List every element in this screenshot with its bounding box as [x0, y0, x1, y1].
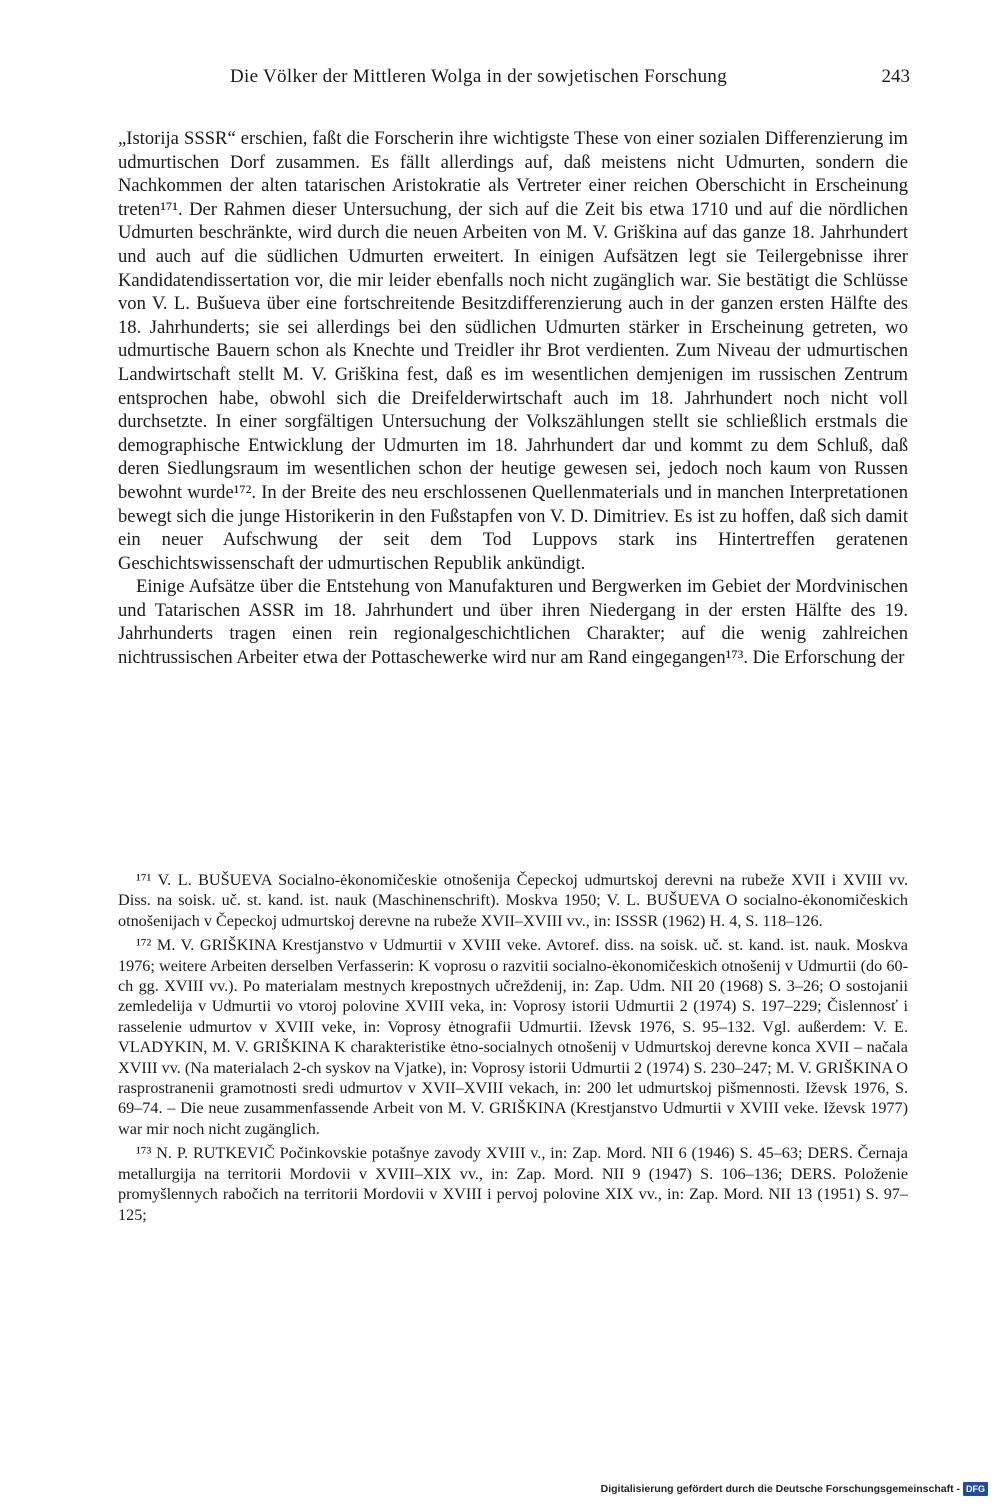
digitization-footer — [601, 1480, 988, 1498]
digitization-note: Digitalisierung gefördert durch die Deutsche Forschungsgemeinschaft - — [600, 1483, 960, 1495]
dfg-logo: DFG — [963, 1482, 988, 1496]
footnote-172: ¹⁷² M. V. GRIŠKINA Krestjanstvo v Udmurtii v XVIII veke. Avtoref. diss. na soisk. uč. st. kand. ist. nauk. Moskva 1976; weitere Arbeiten derselben Verfasserin: K voprosu o razvitii socialno-ėkonomičeskich otnošenij v Udmurtii (do 60-ch gg. XVIII vv.). Po materialam mestnych krepostnych učreždenij, in: Zap. Udm. NII 20 (1968) S. 3–26; O sostojanii zemledelija v Udmurtii vo vtoroj polovine XVIII veka, in: Voprosy istorii Udmurtii 2 (1974) S. 197–229; Čislennosť i rasselenie udmurtov v XVIII veke, in: Voprosy ėtnografii Udmurtii. Iževsk 1976, S. 95–132. Vgl. außerdem: V. E. VLADYKIN, M. V. GRIŠKINA K charakteristike ėtno-socialnych otnošenij v Udmurtskoj derevne konca XVII – načala XVIII vv. (Na materialach 2-ch syskov na Vjatke), in: Voprosy istorii Udmurtii 2 (1974) S. 230–247; M. V. GRIŠKINA O rasprostranenii gramotnosti sredi udmurtov v XVII–XVIII vekach, in: 200 let udmurtskoj pišmennosti. Iževsk 1976, S. 69–74. – Die neue zusammenfassende Arbeit von M. V. GRIŠKINA (Krestjanstvo Udmurtii v XVIII veke. Iževsk 1977) war mir noch nicht zugänglich. — [118, 936, 908, 1138]
footnotes — [118, 870, 908, 1229]
footnote-173: ¹⁷³ N. P. RUTKEVIČ Počinkovskie potašnye zavody XVIII v., in: Zap. Mord. NII 6 (1946) S. 45–63; DERS. Černaja metallurgija na territorii Mordovii v XVIII–XIX vv., in: Zap. Mord. NII 9 (1947) S. 106–136; DERS. Položenie promyšlennych rabočich na territorii Mordovii v XVIII i pervoj polovine XIX vv., in: Zap. Mord. NII 13 (1951) S. 97–125; — [118, 1144, 908, 1224]
running-header — [110, 66, 910, 96]
footnote-171: ¹⁷¹ V. L. BUŠUEVA Socialno-ėkonomičeskie otnošenija Čepeckoj udmurtskoj derevni na rubeže XVII i XVIII vv. Diss. na soisk. uč. st. kand. ist. nauk (Maschinenschrift). Moskva 1950; V. L. BUŠUEVA O socialno-ėkonomičeskich otnošenijach v Čepeckoj udmurtskoj derevne na rubeže XVII–XVIII vv., in: ISSSR (1962) H. 4, S. 118–126. — [118, 871, 908, 930]
paragraph: „Istorija SSSR“ erschien, faßt die Forscherin ihre wichtigste These von einer sozialen Differenzierung im udmurtischen Dorf zusammen. Es fällt allerdings auf, daß meistens nicht Udmurten, sondern die Nachkommen der alten tatarischen Aristokratie als Vertreter einer reichen Oberschicht in Erscheinung treten¹⁷¹. Der Rahmen dieser Untersuchung, der sich auf die Zeit bis etwa 1710 und auf die nördlichen Udmurten beschränkte, wird durch die neuen Arbeiten von M. V. Griškina auf das ganze 18. Jahrhundert und auch auf die südlichen Udmurten erweitert. In einigen Aufsätzen legt sie Teilergebnisse ihrer Kandidatendissertation vor, die mir leider ebenfalls noch nicht zugänglich war. Sie bestätigt die Schlüsse von V. L. Bušueva über eine fortschreitende Besitzdifferenzierung auch in der ganzen ersten Hälfte des 18. Jahrhunderts; sie sei allerdings bei den südlichen Udmurten stärker in Erscheinung getreten, wo udmurtische Bauern schon als Knechte und Treidler ihr Brot verdienten. Zum Niveau der udmurtischen Landwirtschaft stellt M. V. Griškina fest, daß es im wesentlichen demjenigen im russischen Zentrum entsprochen habe, obwohl sich die Dreifelderwirtschaft auch im 18. Jahrhundert noch nicht voll durchsetzte. In einer sorgfältigen Untersuchung der Volkszählungen stellt sie schließlich erstmals die demographische Entwicklung der Udmurten im 18. Jahrhundert dar und kommt zu dem Schluß, daß deren Siedlungsraum im wesentlichen schon der heutige gewesen sei, jedoch noch kaum von Russen bewohnt wurde¹⁷². In der Breite des neu erschlossenen Quellenmaterials und in manchen Interpretationen bewegt sich die junge Historikerin in den Fußstapfen von V. D. Dimitriev. Es ist zu hoffen, daß sich damit ein neuer Aufschwung der seit dem Tod Luppovs stark ins Hintertreffen geratenen Geschichtswissenschaft der udmurtischen Republik ankündigt. — [118, 128, 908, 574]
main-text — [118, 127, 908, 670]
paragraph: Einige Aufsätze über die Entstehung von Manufakturen und Bergwerken im Gebiet der Mordvinischen und Tatarischen ASSR im 18. Jahrhundert und über ihren Niedergang in der ersten Hälfte des 19. Jahrhunderts tragen einen rein regionalgeschichtlichen Charakter; auf die wenig zahlreichen nichtrussischen Arbeiter etwa der Pottaschewerke wird nur am Rand eingegangen¹⁷³. Die Erforschung der — [118, 576, 908, 669]
page-number: 243 — [881, 66, 910, 87]
running-title: Die Völker der Mittleren Wolga in der sowjetischen Forschung — [230, 66, 727, 87]
